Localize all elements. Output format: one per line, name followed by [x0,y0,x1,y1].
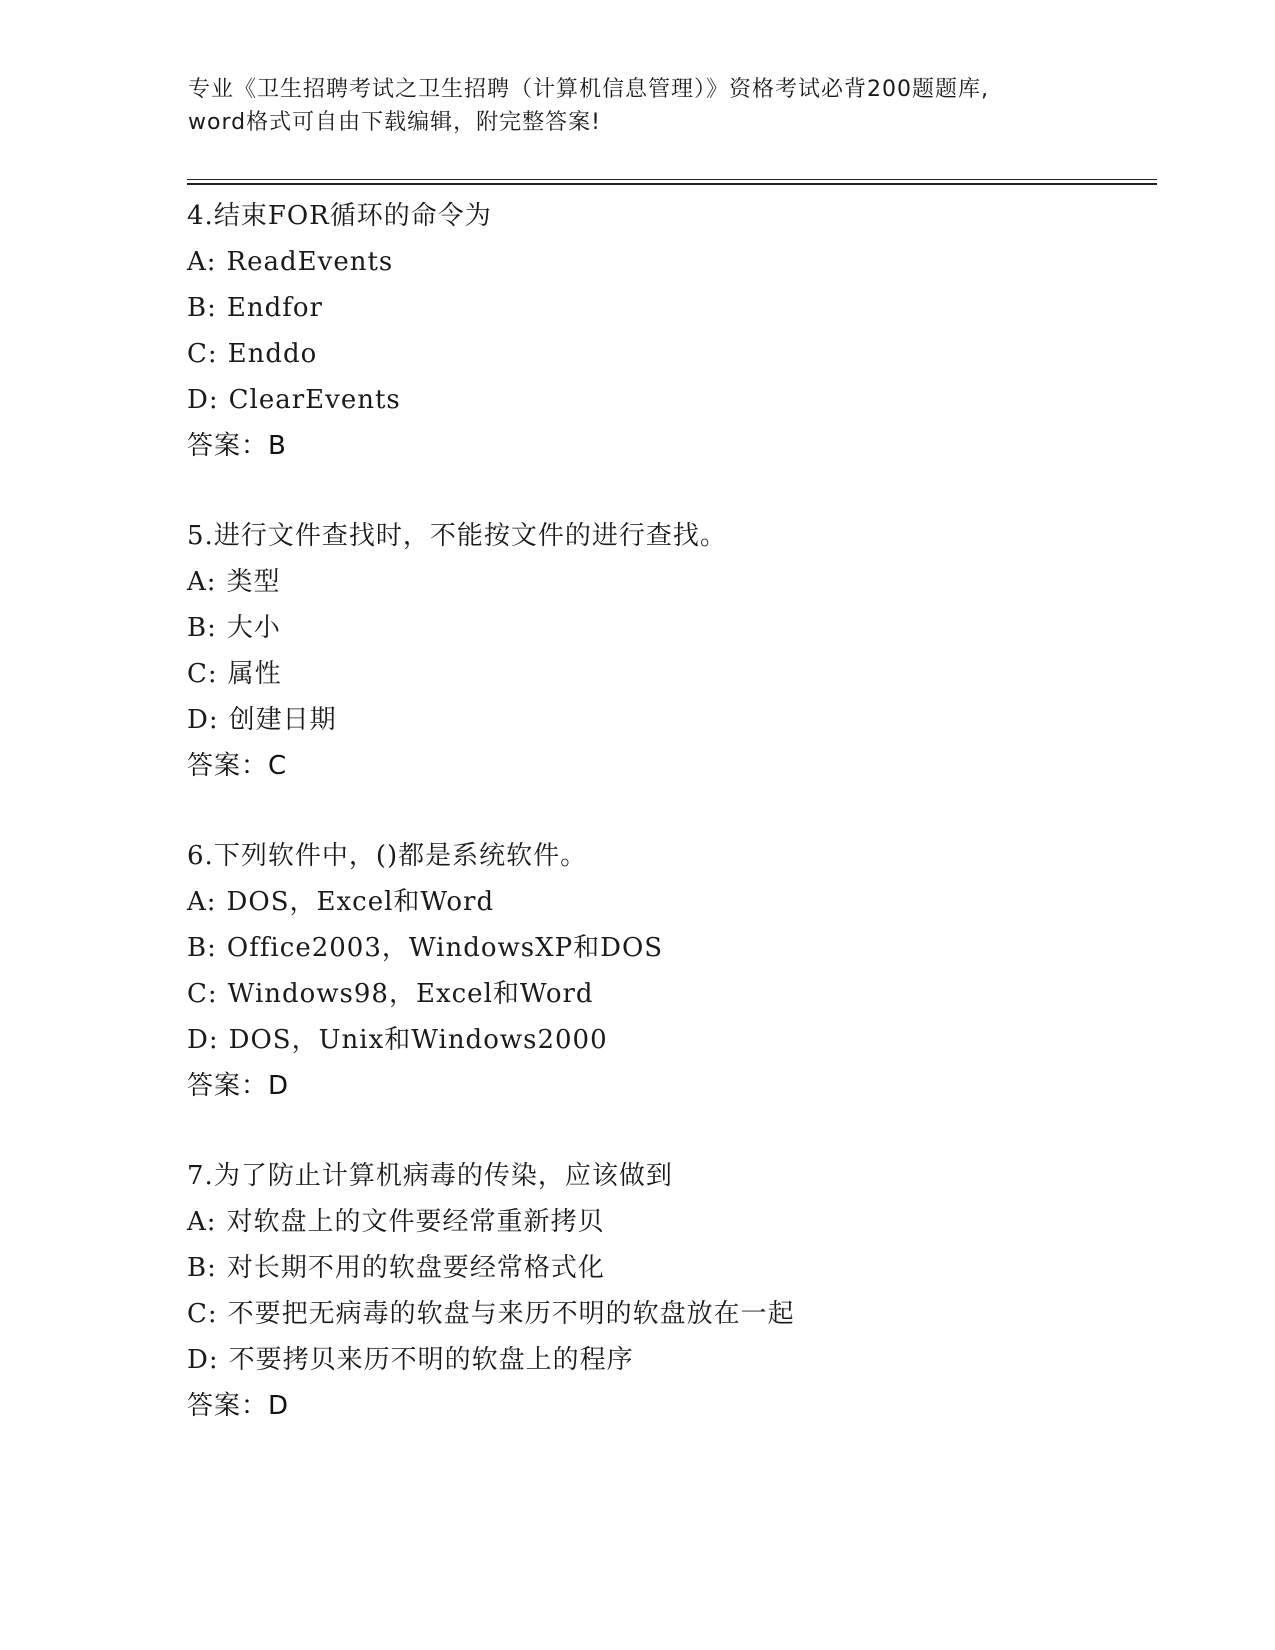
option-text: DOS，Unix和Windows2000 [228,1025,608,1055]
option-text: ReadEvents [226,247,394,277]
option-separator: : [207,293,217,323]
question-block [187,1153,1147,1429]
option-c [187,971,1147,1017]
option-separator: : [206,567,217,597]
option-key: D [187,705,209,735]
option-d [187,1017,1147,1063]
option-separator: : [208,1025,219,1055]
document-header [188,73,1088,139]
option-key: B [187,933,208,963]
option-key: A [187,247,207,277]
answer-value: C [268,751,288,781]
answer-label: 答案： [187,1391,269,1421]
option-c [187,331,1147,377]
option-separator: : [206,1207,217,1237]
option-separator: : [207,1253,217,1283]
option-key: A [187,567,207,597]
option-key: C [187,339,208,369]
header-line-1: 专业《卫生招聘考试之卫生招聘（计算机信息管理）》资格考试必背200题题库, [188,77,989,102]
answer-line [187,743,1147,789]
question-stem [187,513,1147,559]
option-separator: : [207,979,218,1009]
answer-line [187,1383,1147,1429]
option-text: 大小 [226,613,281,643]
option-key: D [187,385,209,415]
option-d [187,1337,1147,1383]
question-block [187,193,1147,469]
option-a [187,239,1147,285]
option-key: D [187,1025,209,1055]
option-key: C [187,1299,208,1329]
option-separator: : [207,339,218,369]
answer-label: 答案： [187,431,269,461]
header-line-2: word格式可自由下载编辑，附完整答案! [188,110,601,135]
option-key: D [187,1345,209,1375]
option-separator: : [206,247,217,277]
question-text: 为了防止计算机病毒的传染，应该做到 [213,1161,673,1191]
option-text: ClearEvents [228,385,401,415]
option-text: Windows98，Excel和Word [227,979,594,1009]
question-text: 进行文件查找时，不能按文件的进行查找。 [213,521,727,551]
option-key: B [187,613,208,643]
answer-value: B [268,431,287,461]
option-text: Enddo [227,339,318,369]
option-b [187,605,1147,651]
option-a [187,879,1147,925]
option-text: 不要把无病毒的软盘与来历不明的软盘放在一起 [227,1299,795,1329]
option-separator: : [207,613,217,643]
header-divider-thin [187,179,1157,180]
option-key: A [187,1207,207,1237]
option-text: 类型 [226,567,281,597]
question-number: 7. [187,1161,214,1191]
option-text: DOS，Excel和Word [226,887,495,917]
question-number: 4. [187,201,214,231]
option-b [187,285,1147,331]
option-c [187,1291,1147,1337]
option-b [187,925,1147,971]
option-text: Office2003，WindowsXP和DOS [226,933,664,963]
option-b [187,1245,1147,1291]
question-stem [187,1153,1147,1199]
option-separator: : [207,1299,218,1329]
option-key: C [187,659,208,689]
question-number: 6. [187,841,214,871]
question-list [187,193,1147,1473]
option-a [187,559,1147,605]
option-text: 不要拷贝来历不明的软盘上的程序 [228,1345,634,1375]
option-text: 属性 [227,659,282,689]
option-text: Endfor [226,293,323,323]
option-key: A [187,887,207,917]
question-block [187,833,1147,1109]
option-a [187,1199,1147,1245]
option-key: C [187,979,208,1009]
option-c [187,651,1147,697]
answer-line [187,1063,1147,1109]
question-text: 下列软件中，()都是系统软件。 [213,841,588,871]
question-stem [187,833,1147,879]
option-d [187,697,1147,743]
option-d [187,377,1147,423]
header-divider-thick [187,183,1157,185]
answer-value: D [268,1071,290,1101]
answer-line [187,423,1147,469]
option-separator: : [208,705,219,735]
question-block [187,513,1147,789]
option-separator: : [207,933,217,963]
option-key: B [187,1253,208,1283]
option-separator: : [208,385,219,415]
answer-value: D [268,1391,290,1421]
option-separator: : [206,887,217,917]
option-text: 对长期不用的软盘要经常格式化 [226,1253,605,1283]
option-separator: : [208,1345,219,1375]
option-text: 对软盘上的文件要经常重新拷贝 [226,1207,605,1237]
answer-label: 答案： [187,751,269,781]
option-key: B [187,293,208,323]
answer-label: 答案： [187,1071,269,1101]
option-separator: : [207,659,218,689]
option-text: 创建日期 [228,705,337,735]
question-number: 5. [187,521,214,551]
question-text: 结束FOR循环的命令为 [213,201,492,231]
question-stem [187,193,1147,239]
